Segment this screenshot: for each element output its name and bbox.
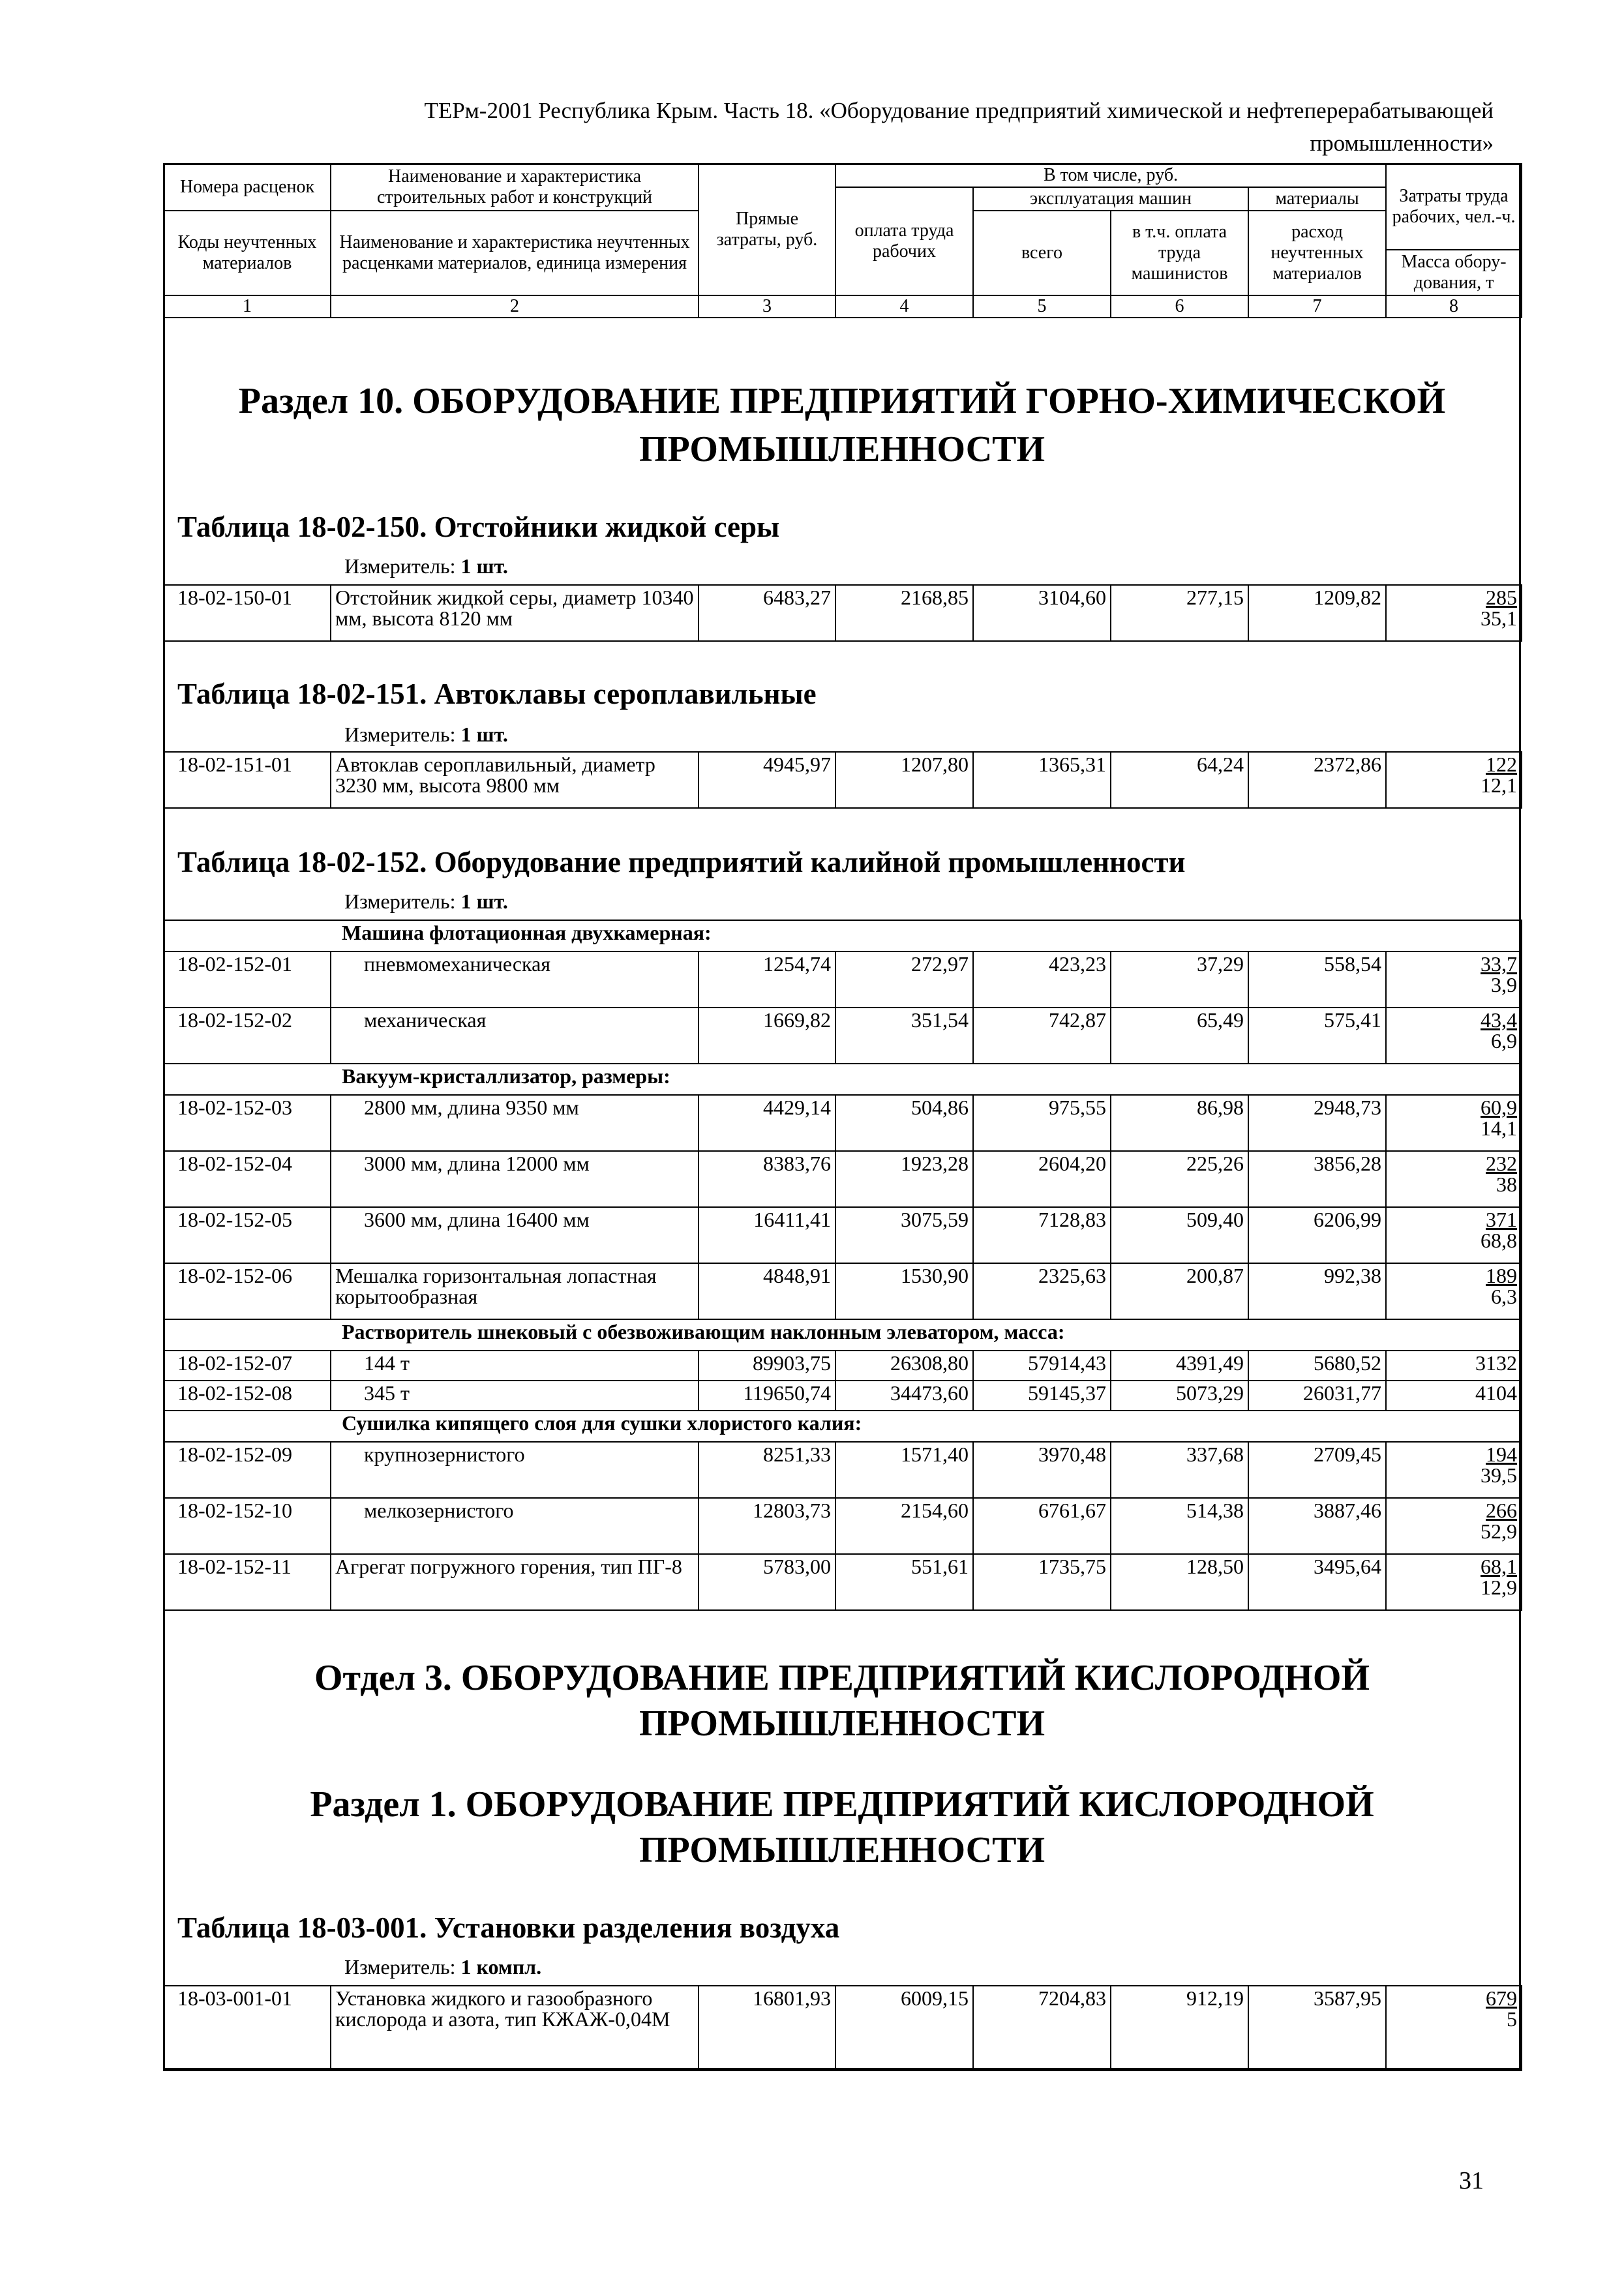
row-direct-cost: 8251,33 — [699, 1442, 835, 1498]
row-name: 3600 мм, длина 16400 мм — [331, 1207, 699, 1263]
table-row — [164, 951, 1522, 1008]
row-machines-total: 3970,48 — [973, 1442, 1111, 1498]
row-materials: 575,41 — [1248, 1008, 1386, 1064]
row-name: мелкозернистого — [331, 1498, 699, 1554]
row-direct-cost: 5783,00 — [699, 1554, 835, 1610]
row-materials: 26031,77 — [1248, 1381, 1386, 1411]
row-code: 18-02-152-10 — [164, 1498, 331, 1554]
row-labor-mass — [1386, 1207, 1522, 1263]
row-machinist-pay: 4391,49 — [1111, 1351, 1248, 1381]
row-machines-total: 57914,43 — [973, 1351, 1111, 1381]
row-name: Мешалка горизонтальная лопастная корытообразная — [331, 1263, 699, 1319]
col-number: 2 — [331, 295, 699, 318]
table-150 — [163, 584, 1522, 642]
row-direct-cost: 16801,93 — [699, 1986, 835, 2071]
row-name: Установка жидкого и газообразного кислорода и азота, тип КЖАЖ-0,04М — [331, 1986, 699, 2071]
row-labor-mass — [1386, 1554, 1522, 1610]
table-row — [164, 1008, 1522, 1064]
table-150-title: Таблица 18-02-150. Отстойники жидкой серы — [177, 511, 780, 543]
row-materials: 3587,95 — [1248, 1986, 1386, 2071]
measure-label: Измеритель: — [344, 890, 456, 913]
table-row — [164, 1381, 1522, 1411]
row-direct-cost: 119650,74 — [699, 1381, 835, 1411]
col8-header-bottom: Масса обору-дования, т — [1386, 250, 1522, 295]
running-header-line2: промышленности» — [1310, 130, 1494, 156]
col5-header: всего — [973, 211, 1111, 295]
row-code: 18-02-150-01 — [164, 585, 331, 641]
row-machinist-pay: 509,40 — [1111, 1207, 1248, 1263]
row-labor-mass — [1386, 1442, 1522, 1498]
col2-header-top: Наименование и характеристика строительных работ и конструкций — [331, 164, 699, 211]
row-name: Отстойник жидкой серы, диаметр 10340 мм, высота 8120 мм — [331, 585, 699, 641]
measure-value: 1 шт. — [460, 723, 508, 746]
measure-value: 1 компл. — [460, 1955, 542, 1979]
measure-value: 1 шт. — [460, 890, 508, 913]
table-row — [164, 1986, 1522, 2071]
materials-header: материалы — [1248, 187, 1386, 211]
row-materials: 3887,46 — [1248, 1498, 1386, 1554]
row-labor-pay: 1571,40 — [835, 1442, 973, 1498]
table-row — [164, 585, 1522, 641]
equipment-mass: 35,1 — [1481, 606, 1517, 630]
equipment-mass: 3,9 — [1491, 973, 1518, 996]
equipment-mass: 12,1 — [1481, 773, 1517, 797]
row-labor-mass — [1386, 752, 1522, 808]
row-name: 144 т — [331, 1351, 699, 1381]
row-labor-pay: 504,86 — [835, 1095, 973, 1151]
row-labor-pay: 351,54 — [835, 1008, 973, 1064]
row-labor-pay: 2154,60 — [835, 1498, 973, 1554]
measure-label: Измеритель: — [344, 554, 456, 578]
row-machines-total: 3104,60 — [973, 585, 1111, 641]
table-151-measure — [344, 721, 508, 747]
row-code: 18-02-152-11 — [164, 1554, 331, 1610]
row-materials: 558,54 — [1248, 951, 1386, 1008]
equipment-mass: 6,9 — [1491, 1029, 1518, 1053]
row-machines-total: 1735,75 — [973, 1554, 1111, 1610]
row-machines-total: 975,55 — [973, 1095, 1111, 1151]
table-001-measure — [344, 1954, 541, 1980]
row-machines-total: 1365,31 — [973, 752, 1111, 808]
row-machinist-pay: 64,24 — [1111, 752, 1248, 808]
row-name: 3000 мм, длина 12000 мм — [331, 1151, 699, 1207]
col4-header: оплата труда рабочих — [835, 187, 973, 295]
row-materials: 3495,64 — [1248, 1554, 1386, 1610]
table-row — [164, 1207, 1522, 1263]
labor-hours: 68,1 — [1481, 1555, 1518, 1578]
row-machinist-pay: 5073,29 — [1111, 1381, 1248, 1411]
row-materials: 2372,86 — [1248, 752, 1386, 808]
table-150-measure — [344, 553, 508, 579]
col-number: 3 — [699, 295, 835, 318]
equipment-mass: 52,9 — [1481, 1519, 1518, 1543]
row-materials: 2709,45 — [1248, 1442, 1386, 1498]
col8-header-top: Затраты труда рабочих, чел.-ч. — [1386, 164, 1522, 250]
row-labor-pay: 26308,80 — [835, 1351, 973, 1381]
row-machines-total: 7204,83 — [973, 1986, 1111, 2071]
row-machinist-pay: 514,38 — [1111, 1498, 1248, 1554]
row-direct-cost: 12803,73 — [699, 1498, 835, 1554]
row-labor-mass — [1386, 1498, 1522, 1554]
group-heading: Сушилка кипящего слоя для сушки хлористого калия: — [164, 1411, 1522, 1442]
row-labor-mass: 3132 — [1386, 1351, 1522, 1381]
row-code: 18-02-152-08 — [164, 1381, 331, 1411]
col-number: 1 — [164, 295, 331, 318]
row-code: 18-02-152-04 — [164, 1151, 331, 1207]
row-machinist-pay: 37,29 — [1111, 951, 1248, 1008]
row-labor-pay: 2168,85 — [835, 585, 973, 641]
row-direct-cost: 16411,41 — [699, 1207, 835, 1263]
row-labor-pay: 6009,15 — [835, 1986, 973, 2071]
running-header-line1: ТЕРм-2001 Республика Крым. Часть 18. «Оборудование предприятий химической и нефтеперерабатывающей — [424, 98, 1494, 123]
row-labor-pay: 1207,80 — [835, 752, 973, 808]
row-materials: 992,38 — [1248, 1263, 1386, 1319]
table-row — [164, 1095, 1522, 1151]
row-code: 18-02-152-01 — [164, 951, 331, 1008]
page-number: 31 — [1459, 2167, 1484, 2194]
table-001-title: Таблица 18-03-001. Установки разделения воздуха — [177, 1911, 840, 1944]
table-row — [164, 1263, 1522, 1319]
equipment-mass: 12,9 — [1481, 1576, 1518, 1599]
row-labor-pay: 551,61 — [835, 1554, 973, 1610]
row-name: Автоклав сероплавильный, диаметр 3230 мм, высота 9800 мм — [331, 752, 699, 808]
row-machines-total: 2325,63 — [973, 1263, 1111, 1319]
col6-header: в т.ч. оплата труда машинистов — [1111, 211, 1248, 295]
row-labor-mass — [1386, 1263, 1522, 1319]
labor-hours: 122 — [1486, 753, 1517, 776]
equipment-mass: 6,3 — [1491, 1285, 1518, 1308]
row-machinist-pay: 65,49 — [1111, 1008, 1248, 1064]
col-number: 4 — [835, 295, 973, 318]
col7-header: расход неучтенных материалов — [1248, 211, 1386, 295]
equipment-mass: 38 — [1496, 1173, 1518, 1196]
col1-header-bottom: Коды неучтенных материалов — [164, 211, 331, 295]
row-machines-total: 7128,83 — [973, 1207, 1111, 1263]
row-code: 18-02-152-06 — [164, 1263, 331, 1319]
row-labor-pay: 1923,28 — [835, 1151, 973, 1207]
labor-hours: 679 — [1486, 1986, 1517, 2010]
row-machinist-pay: 912,19 — [1111, 1986, 1248, 2071]
row-labor-mass — [1386, 1151, 1522, 1207]
labor-hours: 60,9 — [1481, 1096, 1518, 1119]
row-direct-cost: 89903,75 — [699, 1351, 835, 1381]
row-code: 18-02-152-02 — [164, 1008, 331, 1064]
row-materials: 2948,73 — [1248, 1095, 1386, 1151]
section-10-title-line2: ПРОМЫШЛЕННОСТИ — [639, 429, 1045, 470]
razdel-1-title-line2: ПРОМЫШЛЕННОСТИ — [639, 1830, 1045, 1870]
row-direct-cost: 4945,97 — [699, 752, 835, 808]
group-heading: Растворитель шнековый с обезвоживающим наклонным элеватором, масса: — [164, 1319, 1522, 1351]
column-header-table — [163, 163, 1522, 318]
row-direct-cost: 1669,82 — [699, 1008, 835, 1064]
machines-header: эксплуатация машин — [973, 187, 1248, 211]
col1-header-top: Номера расценок — [164, 164, 331, 211]
otdel-3-title-line1: Отдел 3. ОБОРУДОВАНИЕ ПРЕДПРИЯТИЙ КИСЛОРОДНОЙ — [314, 1658, 1370, 1698]
table-151-title: Таблица 18-02-151. Автоклавы сероплавильные — [177, 678, 817, 710]
row-labor-pay: 272,97 — [835, 951, 973, 1008]
labor-hours: 371 — [1486, 1208, 1518, 1231]
row-direct-cost: 4429,14 — [699, 1095, 835, 1151]
row-code: 18-02-152-09 — [164, 1442, 331, 1498]
row-machinist-pay: 200,87 — [1111, 1263, 1248, 1319]
row-name: крупнозернистого — [331, 1442, 699, 1498]
row-labor-pay: 34473,60 — [835, 1381, 973, 1411]
equipment-mass: 14,1 — [1481, 1116, 1518, 1140]
row-code: 18-02-152-05 — [164, 1207, 331, 1263]
table-151 — [163, 751, 1522, 809]
row-direct-cost: 8383,76 — [699, 1151, 835, 1207]
otdel-3-title-line2: ПРОМЫШЛЕННОСТИ — [639, 1703, 1045, 1744]
table-row — [164, 1442, 1522, 1498]
measure-label: Измеритель: — [344, 1955, 456, 1979]
table-152-measure — [344, 888, 508, 914]
row-name: механическая — [331, 1008, 699, 1064]
row-machinist-pay: 86,98 — [1111, 1095, 1248, 1151]
row-labor-mass — [1386, 951, 1522, 1008]
row-labor-mass — [1386, 1095, 1522, 1151]
including-header: В том числе, руб. — [835, 164, 1386, 187]
labor-hours: 285 — [1486, 586, 1517, 609]
row-materials: 1209,82 — [1248, 585, 1386, 641]
row-name: 345 т — [331, 1381, 699, 1411]
group-heading: Вакуум-кристаллизатор, размеры: — [164, 1064, 1522, 1095]
labor-hours: 189 — [1486, 1264, 1518, 1287]
row-machines-total: 2604,20 — [973, 1151, 1111, 1207]
labor-hours: 33,7 — [1481, 952, 1518, 976]
row-materials: 5680,52 — [1248, 1351, 1386, 1381]
row-labor-mass — [1386, 1008, 1522, 1064]
row-labor-mass: 4104 — [1386, 1381, 1522, 1411]
labor-hours: 266 — [1486, 1499, 1518, 1522]
row-code: 18-02-152-07 — [164, 1351, 331, 1381]
row-materials: 3856,28 — [1248, 1151, 1386, 1207]
table-152 — [163, 920, 1522, 1611]
table-row — [164, 1151, 1522, 1207]
row-machines-total: 423,23 — [973, 951, 1111, 1008]
row-machinist-pay: 277,15 — [1111, 585, 1248, 641]
razdel-1-title-line1: Раздел 1. ОБОРУДОВАНИЕ ПРЕДПРИЯТИЙ КИСЛОРОДНОЙ — [310, 1784, 1374, 1825]
col3-header: Прямые затраты, руб. — [699, 164, 835, 295]
measure-value: 1 шт. — [460, 554, 508, 578]
equipment-mass: 68,8 — [1481, 1229, 1518, 1252]
labor-hours: 43,4 — [1481, 1008, 1518, 1032]
col-number: 6 — [1111, 295, 1248, 318]
row-machinist-pay: 225,26 — [1111, 1151, 1248, 1207]
col-number: 5 — [973, 295, 1111, 318]
row-machines-total: 6761,67 — [973, 1498, 1111, 1554]
row-code: 18-02-152-03 — [164, 1095, 331, 1151]
labor-hours: 232 — [1486, 1152, 1518, 1175]
row-code: 18-03-001-01 — [164, 1986, 331, 2071]
row-materials: 6206,99 — [1248, 1207, 1386, 1263]
equipment-mass: 5 — [1507, 2007, 1517, 2031]
row-direct-cost: 6483,27 — [699, 585, 835, 641]
table-row — [164, 1351, 1522, 1381]
section-10-title-line1: Раздел 10. ОБОРУДОВАНИЕ ПРЕДПРИЯТИЙ ГОРНО-ХИМИЧЕСКОЙ — [238, 381, 1446, 421]
row-machines-total: 742,87 — [973, 1008, 1111, 1064]
labor-hours: 194 — [1486, 1443, 1518, 1466]
row-name: 2800 мм, длина 9350 мм — [331, 1095, 699, 1151]
row-machinist-pay: 128,50 — [1111, 1554, 1248, 1610]
equipment-mass: 39,5 — [1481, 1463, 1518, 1487]
col2-header-bottom: Наименование и характеристика неучтенных расценками материалов, единица измерения — [331, 211, 699, 295]
row-direct-cost: 1254,74 — [699, 951, 835, 1008]
col-number: 8 — [1386, 295, 1522, 318]
row-labor-pay: 1530,90 — [835, 1263, 973, 1319]
table-row — [164, 752, 1522, 808]
table-row — [164, 1554, 1522, 1610]
col-number: 7 — [1248, 295, 1386, 318]
row-name: Агрегат погружного горения, тип ПГ-8 — [331, 1554, 699, 1610]
measure-label: Измеритель: — [344, 723, 456, 746]
table-001 — [163, 1985, 1522, 2071]
table-row — [164, 1498, 1522, 1554]
row-machinist-pay: 337,68 — [1111, 1442, 1248, 1498]
row-direct-cost: 4848,91 — [699, 1263, 835, 1319]
row-machines-total: 59145,37 — [973, 1381, 1111, 1411]
row-code: 18-02-151-01 — [164, 752, 331, 808]
column-number-row — [164, 295, 1522, 318]
table-152-title: Таблица 18-02-152. Оборудование предприятий калийной промышленности — [177, 846, 1186, 878]
row-name: пневмомеханическая — [331, 951, 699, 1008]
row-labor-mass — [1386, 1986, 1522, 2071]
row-labor-mass — [1386, 585, 1522, 641]
row-labor-pay: 3075,59 — [835, 1207, 973, 1263]
group-heading: Машина флотационная двухкамерная: — [164, 920, 1522, 951]
